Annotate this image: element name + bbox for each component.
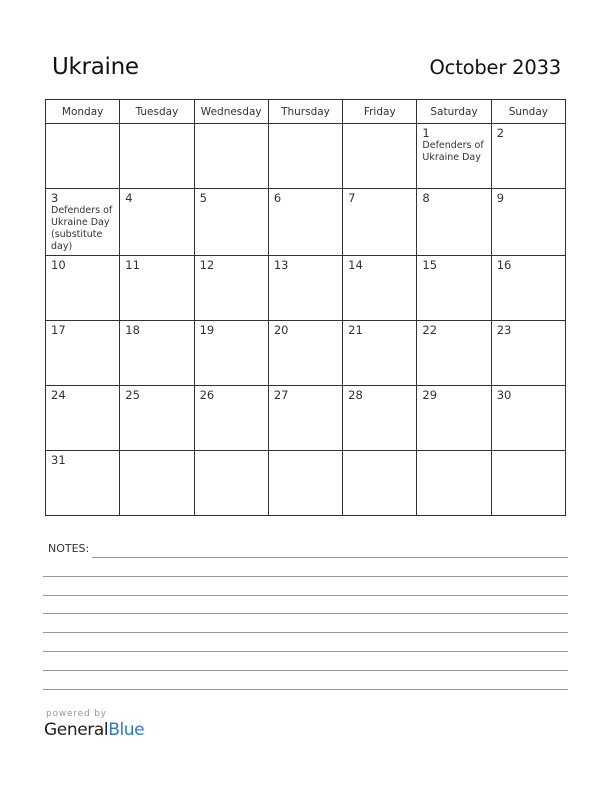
notes-line (43, 613, 568, 614)
empty-day-cell (194, 451, 268, 516)
notes-line (43, 632, 568, 633)
day-number: 2 (496, 126, 505, 140)
day-cell-content (343, 124, 416, 128)
empty-day-cell (417, 451, 491, 516)
day-number: 19 (199, 323, 215, 337)
day-cell-content (417, 321, 490, 339)
brand-general: General (44, 720, 109, 740)
weekday-monday: Monday (46, 100, 120, 124)
week-row (46, 124, 566, 189)
day-number: 10 (51, 258, 66, 272)
holiday-name: Defenders of Ukraine Day (substitute day) (51, 205, 113, 252)
weekday-wednesday: Wednesday (194, 100, 268, 124)
weekday-tuesday: Tuesday (120, 100, 194, 124)
day-cell-content (417, 256, 490, 274)
day-cell (417, 189, 491, 256)
empty-day-cell (268, 451, 342, 516)
empty-day-cell (491, 451, 565, 516)
day-cell-content (120, 189, 193, 207)
day-cell (194, 321, 268, 386)
day-number: 5 (199, 191, 207, 205)
day-cell-content (120, 256, 193, 274)
empty-day-cell (343, 451, 417, 516)
day-number: 7 (348, 191, 356, 205)
day-number: 24 (51, 388, 66, 402)
day-cell (343, 256, 417, 321)
day-cell (120, 189, 194, 256)
notes-line (43, 651, 568, 652)
brand-logo[interactable] (44, 720, 144, 740)
weekday-friday: Friday (343, 100, 417, 124)
day-number: 11 (125, 258, 140, 272)
day-number: 4 (125, 191, 133, 205)
week-row (46, 321, 566, 386)
day-cell-content (120, 386, 193, 404)
day-cell-content (343, 321, 416, 339)
day-cell-content (492, 321, 565, 339)
day-cell (343, 189, 417, 256)
day-number: 9 (496, 191, 505, 205)
day-cell (343, 321, 417, 386)
day-cell-content (343, 451, 416, 455)
day-number: 27 (273, 388, 289, 402)
notes-label: NOTES: (48, 542, 90, 555)
day-cell (343, 386, 417, 451)
weekday-sunday: Sunday (491, 100, 565, 124)
day-cell-content (46, 386, 119, 404)
day-number: 29 (422, 388, 438, 402)
day-cell (491, 124, 565, 189)
day-cell (120, 386, 194, 451)
brand-blue: Blue (108, 720, 145, 740)
day-cell (491, 321, 565, 386)
notes-line (43, 576, 568, 577)
day-cell (194, 189, 268, 256)
day-cell (46, 256, 120, 321)
day-number: 18 (125, 323, 140, 337)
empty-day-cell (120, 124, 194, 189)
calendar-body (46, 124, 566, 516)
day-number: 21 (348, 323, 363, 337)
day-number: 28 (348, 388, 363, 402)
day-cell-content (269, 321, 342, 339)
day-number: 12 (199, 258, 215, 272)
day-cell-content (492, 256, 565, 274)
day-number: 6 (273, 191, 282, 205)
day-cell-content (195, 451, 268, 455)
day-cell (417, 124, 491, 189)
day-cell (120, 256, 194, 321)
day-cell-content (269, 451, 342, 455)
day-cell-content (195, 321, 268, 339)
day-cell-content (417, 451, 490, 455)
notes-line (92, 557, 568, 558)
day-cell (417, 321, 491, 386)
day-cell-content (46, 189, 119, 255)
notes-line (43, 595, 568, 596)
weekday-header-row (46, 100, 566, 124)
day-cell-content (492, 189, 565, 207)
day-cell-content (46, 321, 119, 339)
day-cell-content (492, 124, 565, 142)
day-cell-content (195, 386, 268, 404)
day-number: 13 (273, 258, 289, 272)
day-cell-content (46, 256, 119, 274)
day-cell-content (492, 451, 565, 455)
day-number: 16 (496, 258, 512, 272)
day-number: 23 (496, 323, 512, 337)
day-cell (46, 386, 120, 451)
day-cell-content (417, 124, 490, 166)
empty-day-cell (268, 124, 342, 189)
day-number: 17 (51, 323, 66, 337)
notes-line (43, 670, 568, 671)
day-number: 22 (422, 323, 438, 337)
calendar-grid (45, 99, 566, 516)
empty-day-cell (343, 124, 417, 189)
weekday-thursday: Thursday (268, 100, 342, 124)
day-number: 30 (496, 388, 512, 402)
day-cell (46, 451, 120, 516)
day-cell (417, 256, 491, 321)
notes-line (43, 689, 568, 690)
week-row (46, 386, 566, 451)
day-number: 25 (125, 388, 140, 402)
empty-day-cell (194, 124, 268, 189)
day-cell-content (269, 256, 342, 274)
day-number: 1 (422, 126, 430, 140)
day-cell (268, 321, 342, 386)
day-number: 8 (422, 191, 430, 205)
weekday-saturday: Saturday (417, 100, 491, 124)
week-row (46, 451, 566, 516)
day-cell-content (46, 451, 119, 469)
day-number: 26 (199, 388, 215, 402)
day-cell-content (195, 256, 268, 274)
day-cell-content (269, 386, 342, 404)
day-cell (491, 386, 565, 451)
day-cell (491, 189, 565, 256)
holiday-name: Defenders of Ukraine Day (422, 140, 484, 163)
day-cell-content (492, 386, 565, 404)
day-cell-content (120, 451, 193, 455)
day-cell-content (120, 124, 193, 128)
day-cell-content (343, 189, 416, 207)
week-row (46, 256, 566, 321)
day-cell (268, 189, 342, 256)
day-cell-content (195, 189, 268, 207)
day-cell (491, 256, 565, 321)
day-cell (417, 386, 491, 451)
week-row (46, 189, 566, 256)
day-cell-content (46, 124, 119, 128)
day-cell (268, 386, 342, 451)
day-cell-content (417, 386, 490, 404)
day-cell (194, 386, 268, 451)
day-cell-content (269, 124, 342, 128)
day-number: 14 (348, 258, 363, 272)
day-cell (46, 189, 120, 256)
day-cell (46, 321, 120, 386)
day-cell-content (195, 124, 268, 128)
country-title: Ukraine (52, 54, 139, 80)
powered-by-text: powered by (46, 709, 107, 719)
empty-day-cell (46, 124, 120, 189)
empty-day-cell (120, 451, 194, 516)
month-year-title: October 2033 (429, 56, 561, 79)
day-number: 15 (422, 258, 438, 272)
day-number: 20 (273, 323, 289, 337)
day-cell-content (343, 386, 416, 404)
day-cell (120, 321, 194, 386)
day-cell (194, 256, 268, 321)
day-number: 31 (51, 453, 66, 467)
day-cell-content (269, 189, 342, 207)
day-cell-content (417, 189, 490, 207)
day-cell (268, 256, 342, 321)
day-cell-content (120, 321, 193, 339)
day-number: 3 (51, 191, 59, 205)
day-cell-content (343, 256, 416, 274)
